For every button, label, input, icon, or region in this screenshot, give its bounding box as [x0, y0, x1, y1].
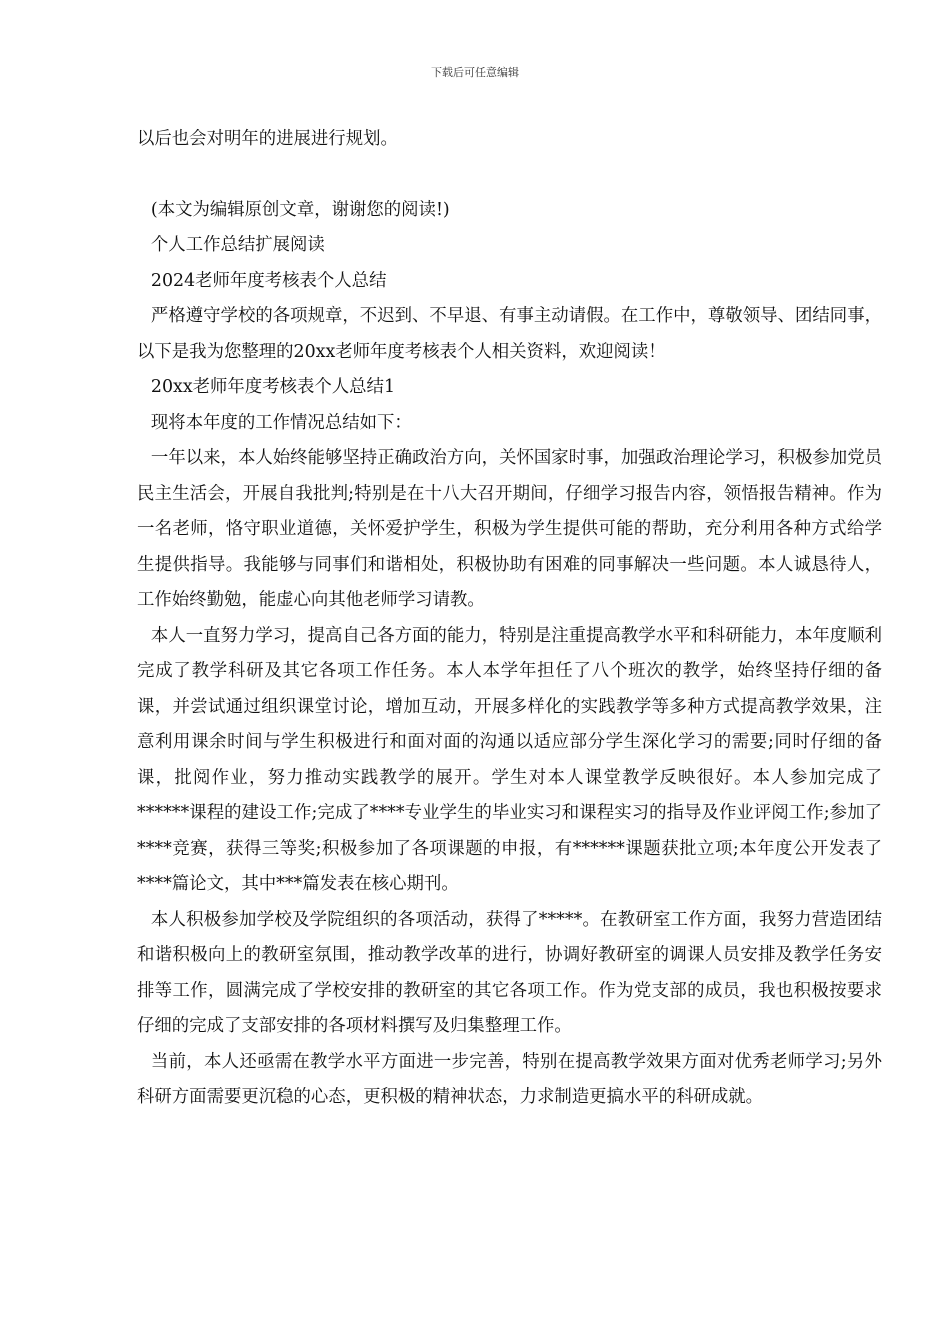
paragraph-improvement: 当前，本人还亟需在教学水平方面进一步完善，特别在提高教学效果方面对优秀老师学习;另外科研方面需要更沉稳的心态，更积极的精神状态，力求制造更搞水平的科研成就。	[137, 1051, 882, 1107]
paragraph-politics: 一年以来，本人始终能够坚持正确政治方向，关怀国家时事，加强政治理论学习，积极参加党员民主生活会，开展自我批判;特别是在十八大召开期间，仔细学习报告内容，领悟报告精神。作为一名老师，恪守职业道德，关怀爱护学生，积极为学生提供可能的帮助，充分利用各种方式给学生提供指导。我能够与同事们和谐相处，积极协助有困难的同事解决一些问题。本人诚恳待人，工作始终勤勉，能虚心向其他老师学习请教。	[137, 448, 882, 610]
paragraph-section-title: 2024老师年度考核表个人总结	[150, 270, 387, 291]
paragraph-subtitle: 20xx老师年度考核表个人总结1	[150, 377, 396, 397]
paragraph-extended-reading: 个人工作总结扩展阅读	[150, 235, 325, 255]
blank-line	[137, 158, 882, 193]
paragraph-activities: 本人积极参加学校及学院组织的各项活动，获得了*****。在教研室工作方面，我努力营造团结和谐积极向上的教研室氛围，推动教学改革的进行，协调好教研室的调课人员安排及教学任务安排等工作，圆满完成了学校安排的教研室的其它各项工作。作为党支部的成员，我也积极按要求仔细的完成了支部安排的各项材料撰写及归集整理工作。	[137, 909, 882, 1036]
paragraph-editor-note: (本文为编辑原创文章，谢谢您的阅读!)	[150, 199, 450, 220]
document-body	[137, 122, 882, 1116]
paragraph-teaching: 本人一直努力学习，提高自己各方面的能力，特别是注重提高教学水平和科研能力，本年度顺利完成了教学科研及其它各项工作任务。本人本学年担任了八个班次的教学，始终坚持仔细的备课，并尝试通过组织课堂讨论，增加互动，开展多样化的实践教学等多种方式提高教学效果，注意利用课余时间与学生积极进行和面对面的沟通以适应部分学生深化学习的需要;同时仔细的备课，批阅作业，努力推动实践教学的展开。学生对本人课堂教学反映很好。本人参加完成了******课程的建设工作;完成了****专业学生的毕业实习和课程实习的指导及作业评阅工作;参加了****竞赛，获得三等奖;积极参加了各项课题的申报，有******课题获批立项;本年度公开发表了****篇论文，其中***篇发表在核心期刊。	[137, 625, 882, 894]
paragraph-intro: 严格遵守学校的各项规章，不迟到、不早退、有事主动请假。在工作中，尊敬领导、团结同事，以下是我为您整理的20xx老师年度考核表个人相关资料，欢迎阅读！	[137, 306, 882, 362]
paragraph-continuation: 以后也会对明年的进展进行规划。	[137, 129, 398, 149]
paragraph-lead: 现将本年度的工作情况总结如下：	[150, 412, 412, 433]
page-header-note: 下载后可任意编辑	[431, 66, 519, 79]
